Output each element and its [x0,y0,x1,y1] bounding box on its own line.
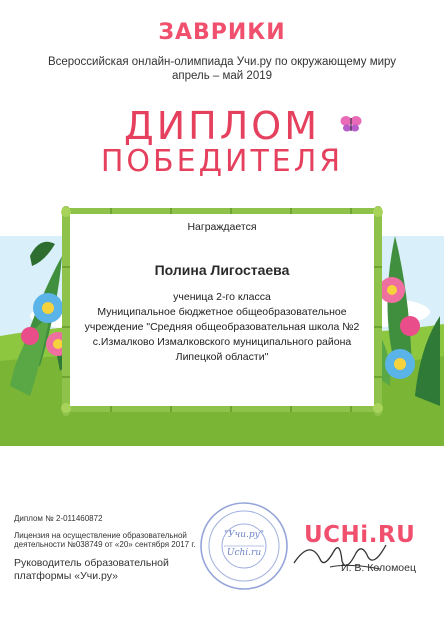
signer-name: И. В. Коломоец [341,562,416,574]
diploma-subtitle: ПОБЕДИТЕЛЯ [100,144,344,179]
stamp-text-bottom: Uchi.ru [226,548,262,558]
award-detail-line: Муниципальное бюджетное общеобразовательное [97,306,347,318]
olympiad-period: апрель – май 2019 [171,70,273,82]
olympiad-title: Всероссийская онлайн-олимпиада Учи.ру по окружающему миру [47,56,397,68]
uchi-ru-logo: UCHi.RU [304,522,416,548]
diploma-title: ДИПЛОМ [124,104,320,148]
stamp-seal [198,500,290,592]
diploma-number: Диплом № 2-011460872 [14,514,103,523]
award-detail-line: ученица 2-го класса [173,291,271,303]
license-text: деятельности №038749 от «20» сентября 2017 г. [14,540,196,549]
signer-role: платформы «Учи.ру» [14,570,118,582]
recipient-name: Полина Лигостаева [154,262,290,278]
signer-role: Руководитель образовательной [14,557,169,569]
awarded-label: Награждается [187,221,257,233]
license-text: Лицензия на осуществление образовательной [14,531,187,540]
zavriki-logo: ЗАВРИКИ [158,20,286,45]
award-detail-line: Липецкой области" [175,351,269,363]
award-detail-line: с.Измалково Измалковского муниципального района [92,336,352,348]
award-detail-line: учреждение "Средняя общеобразовательная школа №2 [84,321,360,333]
stamp-text-top: "Учи.ру" [223,530,265,540]
